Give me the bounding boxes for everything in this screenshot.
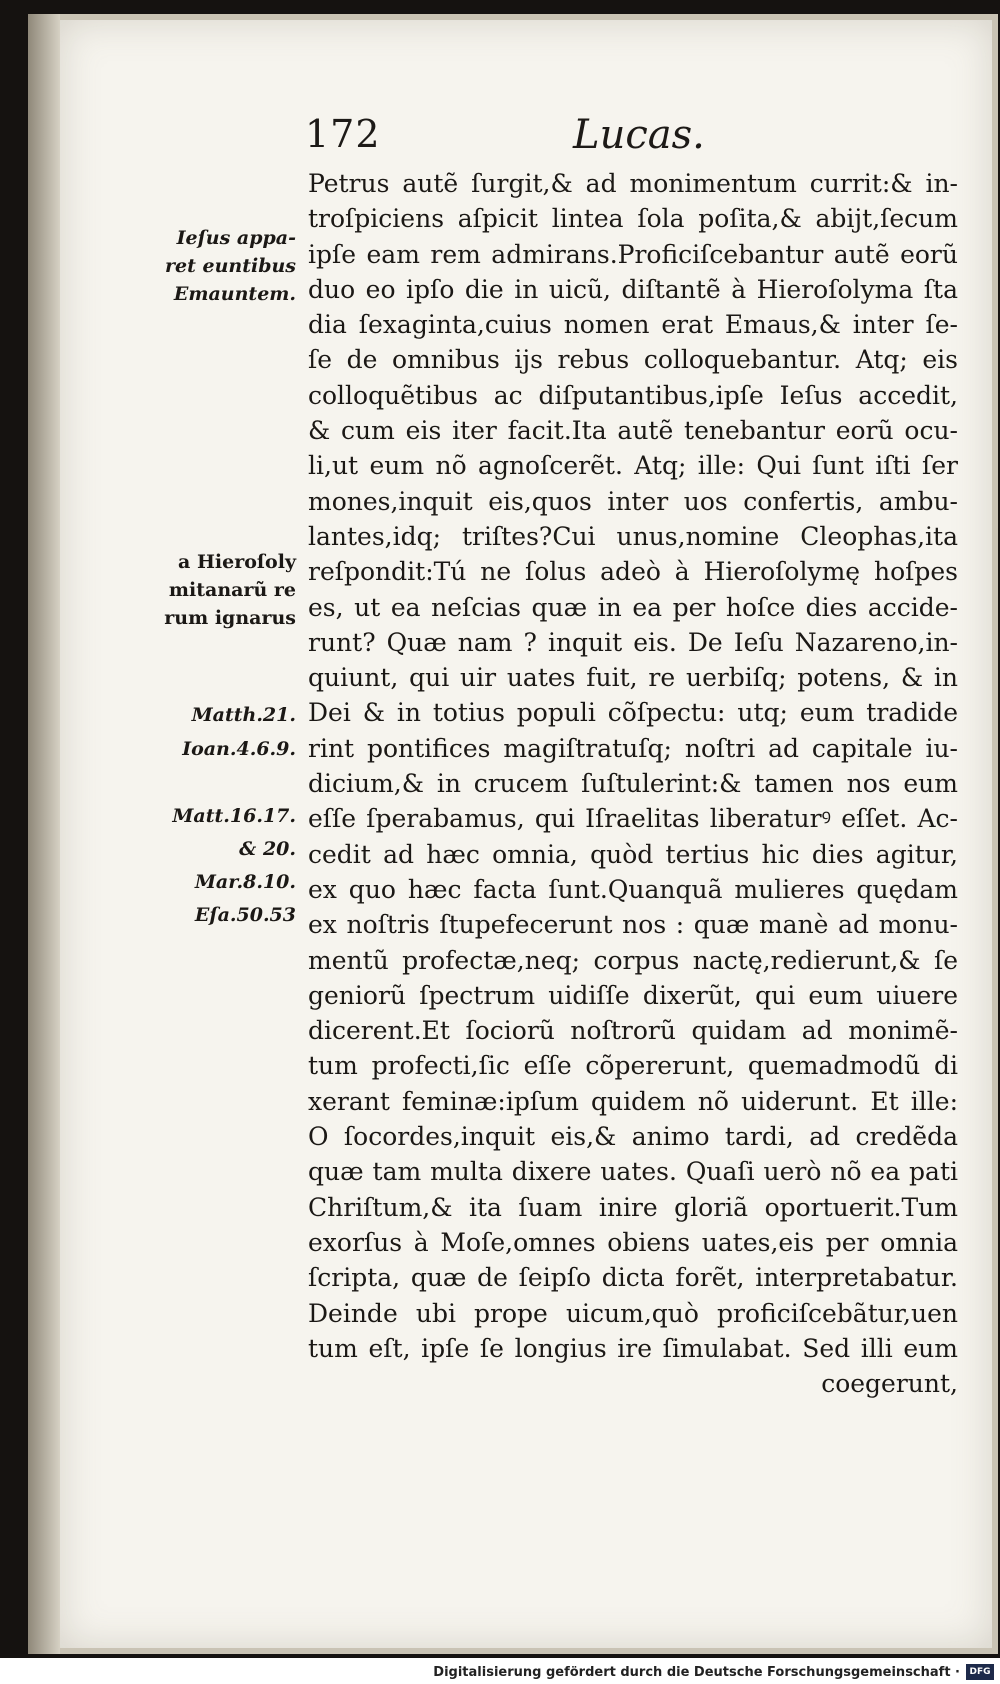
margin-note-line: mitanarũ re	[168, 579, 296, 601]
footer-bar	[0, 1658, 1000, 1684]
text-line: Petrus autẽ ſurgit,& ad monimentum currit:& in-	[308, 169, 958, 198]
margin-note-cross-references	[172, 800, 296, 932]
text-line: dicerent.Et ſociorũ noſtrorũ quidam ad monimẽ-	[308, 1016, 958, 1046]
text-line: Chriſtum,& ita ſuam inire gloriã oportuerit.Tum	[308, 1192, 958, 1222]
margin-note-line: ret euntibus	[165, 255, 296, 277]
text-line: es, ut ea neſcias quæ in ea per hoſce dies accide-	[308, 592, 958, 622]
text-line: eſſe ſperabamus, qui Iſraelitas liberaturꝰ eſſet. Ac-	[308, 804, 958, 834]
text-line: rint pontifices magiſtratuſq; noſtri ad capitale iu-	[308, 733, 958, 763]
margin-note-matth-ioan	[182, 698, 296, 766]
page-header	[305, 112, 957, 158]
margin-note-line: a Hieroſoly	[178, 551, 296, 573]
margin-note-line: Ieſus appa-	[176, 227, 296, 249]
margin-note-line: Ioan.4.6.9.	[182, 738, 296, 760]
margin-note-line: Mar.8.10.	[194, 871, 296, 893]
dfg-logo: DFG	[966, 1664, 994, 1680]
text-line: Deinde ubi prope uicum,quò proficiſcebãtur,uen	[308, 1298, 958, 1328]
text-line: exorſus à Moſe,omnes obiens uates,eis per omnia	[308, 1227, 958, 1257]
margin-note-line: Eſa.50.53	[194, 904, 296, 926]
digitization-credit: Digitalisierung gefördert durch die Deutsche Forschungsgemeinschaft ·	[433, 1665, 960, 1680]
text-line: colloquẽtibus ac diſputantibus,ipſe Ieſus accedit,	[308, 380, 958, 410]
text-line: cedit ad hæc omnia, quòd tertius hic dies agitur,	[308, 839, 958, 869]
text-line: dicium,& in crucem ſuſtulerint:& tamen nos eum	[308, 769, 958, 799]
text-line: & cum eis iter facit.Ita autẽ tenebantur eorũ ocu-	[308, 416, 958, 446]
text-line: quæ tam multa dixere uates. Quaſi uerò nõ ea pati	[308, 1157, 958, 1187]
text-line: geniorũ ſpectrum uidiſſe dixerũt, qui eum uiuere	[308, 980, 958, 1010]
text-line: Dei & in totius populi cõſpectu: utq; eum tradide	[308, 698, 958, 728]
text-line: mentũ profectæ,neq; corpus nactę,redierunt,& ſe	[308, 945, 958, 975]
catchword: coegerunt,	[821, 1369, 958, 1399]
margin-note-line: Emauntem.	[173, 283, 296, 305]
text-line: li,ut eum nõ agnoſcerẽt. Atq; ille: Qui ſunt iſti ſer	[308, 451, 958, 481]
text-line: ſe de omnibus ijs rebus colloquebantur. Atq; eis	[308, 345, 958, 375]
text-line: runt? Quæ nam ? inquit eis. De Ieſu Nazareno,in-	[308, 627, 958, 657]
text-line: lantes,idq; triſtes?Cui unus,nomine Cleophas,ita	[308, 521, 958, 551]
running-head: Lucas.	[573, 112, 705, 158]
text-line: ipſe eam rem admirans.Proficiſcebantur autẽ eorũ	[308, 239, 958, 269]
margin-note-line: Matt.16.17.	[172, 805, 296, 827]
text-line: duo eo ipſo die in uicũ, diſtantẽ à Hieroſolyma ſta	[308, 274, 958, 304]
margin-note-line: rum ignarus	[164, 607, 296, 629]
margin-note-jesus-appears	[165, 224, 296, 308]
text-line: mones,inquit eis,quos inter uos confertis, ambu-	[308, 486, 958, 516]
text-line: troſpiciens aſpicit lintea ſola poſita,& abijt,ſecum	[308, 204, 958, 234]
margin-note-hierosolymitanarum	[164, 548, 296, 632]
book-spine-edge	[28, 14, 60, 1654]
text-line: tum eſt, ipſe ſe longius ire ſimulabat. Sed illi eum	[308, 1333, 958, 1363]
page-number: 172	[305, 112, 381, 156]
main-text-block	[308, 166, 958, 1401]
text-line: quiunt, qui uir uates fuit, re uerbiſq; potens, & in	[308, 663, 958, 693]
text-line: ex quo hæc facta ſunt.Quanquã mulieres quędam	[308, 874, 958, 904]
margin-note-line: & 20.	[239, 838, 296, 860]
text-line: ſcripta, quæ de ſeipſo dicta forẽt, interpretabatur.	[308, 1263, 958, 1293]
text-line: xerant feminæ:ipſum quidem nõ uiderunt. Et ille:	[308, 1086, 958, 1116]
text-line: dia ſexaginta,cuius nomen erat Emaus,& inter ſe-	[308, 310, 958, 340]
text-line: O ſocordes,inquit eis,& animo tardi, ad credẽda	[308, 1122, 958, 1152]
text-line: reſpondit:Tú ne ſolus adeò à Hieroſolymę hoſpes	[308, 557, 958, 587]
margin-note-line: Matth.21.	[191, 704, 296, 726]
text-line: ex noſtris ſtupefecerunt nos : quæ manè ad monu-	[308, 910, 958, 940]
text-line: tum profecti,ſic eſſe cõpererunt, quemadmodũ di	[308, 1051, 958, 1081]
